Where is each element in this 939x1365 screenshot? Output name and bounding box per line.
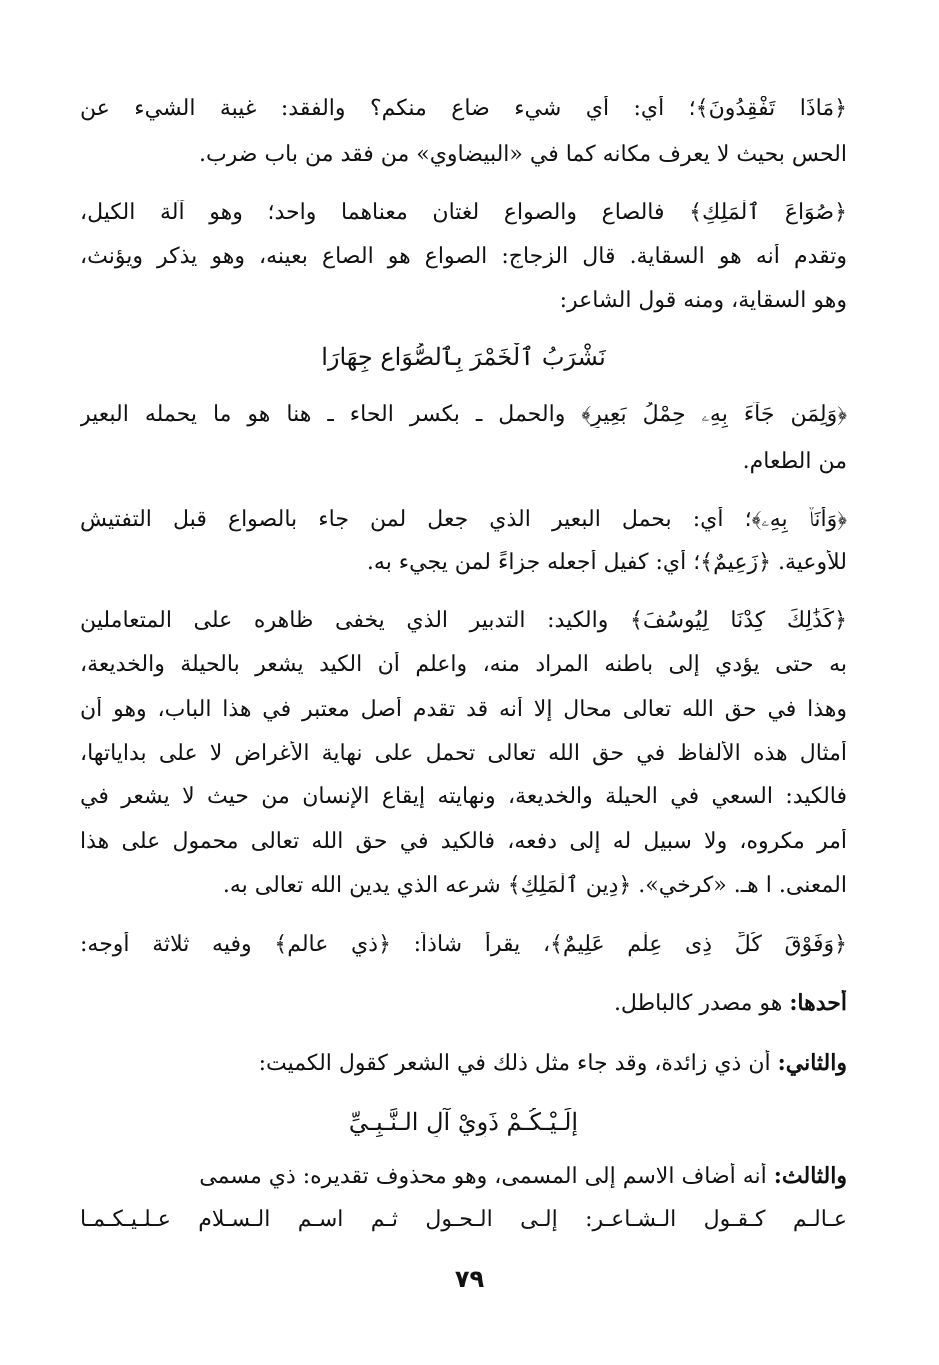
poetry-verse: إِلَـيْـكُـمْ ذَوِيْ آلِ الـنَّـبِـيِّ <box>348 1108 579 1136</box>
text-line: ﴿صُوَاعَ ٱلْمَلِكِ﴾ فالصاع والصواع لغتان معناهما واحد؛ وهو آلة الكيل، <box>80 200 847 225</box>
first-text: هو مصدر كالباطل. <box>613 991 783 1016</box>
text-line: أمر مكروه، ولا سبيل له إلى دفعه، فالكيد في حق الله تعالى محمول على هذا <box>80 829 847 854</box>
text-line: ﴿وَأَنَا۠ بِهِۦ﴾؛ أي: بحمل البعير الذي جعل لمن جاء بالصواع قبل التفتيش <box>80 507 847 532</box>
first-label: أحدها: <box>789 990 847 1016</box>
text-line: به حتى يؤدي إلى باطنه المراد منه، واعلم أن الكيد يشعر بالحيلة والخديعة، <box>80 652 847 677</box>
text-line: للأوعية. ﴿زَعِيمٌ﴾؛ أي: كفيل أجعله جزاءً لمن يجيء به. <box>366 550 847 575</box>
third-label: والثالث: <box>773 1163 847 1189</box>
text-line <box>80 1050 847 1077</box>
text-line: ﴿وَلِمَن جَآءَ بِهِۦ حِمْلُ بَعِيرٍ﴾ والحمل ـ بكسر الحاء ـ هنا هو ما يحمله البعير <box>80 402 847 427</box>
second-label: والثاني: <box>777 1050 847 1076</box>
text-line: من الطعام. <box>742 449 847 474</box>
page-number: ٧٩ <box>454 1265 485 1293</box>
text-line: وتقدم أنه هو السقاية. قال الزجاج: الصواع هو الصاع بعينه، وهو يذكر ويؤنث، <box>80 244 847 269</box>
text-line: الحس بحيث لا يعرف مكانه كما في «البيضاوي» من فقد من باب ضرب. <box>198 142 847 167</box>
text-line: ﴿كَذَٰلِكَ كِدْنَا لِيُوسُفَ﴾ والكيد: التدبير الذي يخفى ظاهره على المتعاملين <box>80 608 847 633</box>
text-line: وهذا في حق الله تعالى محال إلا أنه قد تقدم أصل معتبر في هذا الباب، وهو أن <box>80 697 847 722</box>
text-line: أمثال هذه الألفاظ في حق الله تعالى تحمل على نهاية الأغراض لا على بداياتها، <box>80 741 847 766</box>
text-line: ﴿وَفَوْقَ كُلِّ ذِى عِلْمٍ عَلِيمٌ﴾، يقرأ شاذاً: ﴿ذي عالم﴾ وفيه ثلاثة أوجه: <box>80 932 847 957</box>
third-text: أنه أضاف الاسم إلى المسمى، وهو محذوف تقديره: ذي مسمى <box>199 1164 767 1189</box>
text-line: عـالـم كـقـول الـشـاعـر: إلـى الـحـول ثـم اسـم الـسـلام عـلـيـكـمـا <box>80 1207 847 1232</box>
text-line <box>80 990 847 1017</box>
text-line: ﴿مَاذَا تَفْقِدُونَ﴾؛ أي: أي شيء ضاع منكم؟ والفقد: غيبة الشيء عن <box>80 96 847 121</box>
text-line: المعنى. ا هـ. «كرخي». ﴿دِينِ ٱلْمَلِكِ﴾ شرعه الذي يدين الله تعالى به. <box>222 873 847 898</box>
poetry-verse: نَشْرَبُ ٱلْخَمْرَ بِٱلصُّوَاعِ جِهَارَا <box>321 343 606 371</box>
text-line: فالكيد: السعي في الحيلة والخديعة، ونهايته إيقاع الإنسان من حيث لا يشعر في <box>80 784 847 809</box>
text-line: وهو السقاية، ومنه قول الشاعر: <box>559 288 847 313</box>
second-text: أن ذي زائدة، وقد جاء مثل ذلك في الشعر كقول الكميت: <box>258 1051 771 1076</box>
text-line <box>80 1163 847 1190</box>
